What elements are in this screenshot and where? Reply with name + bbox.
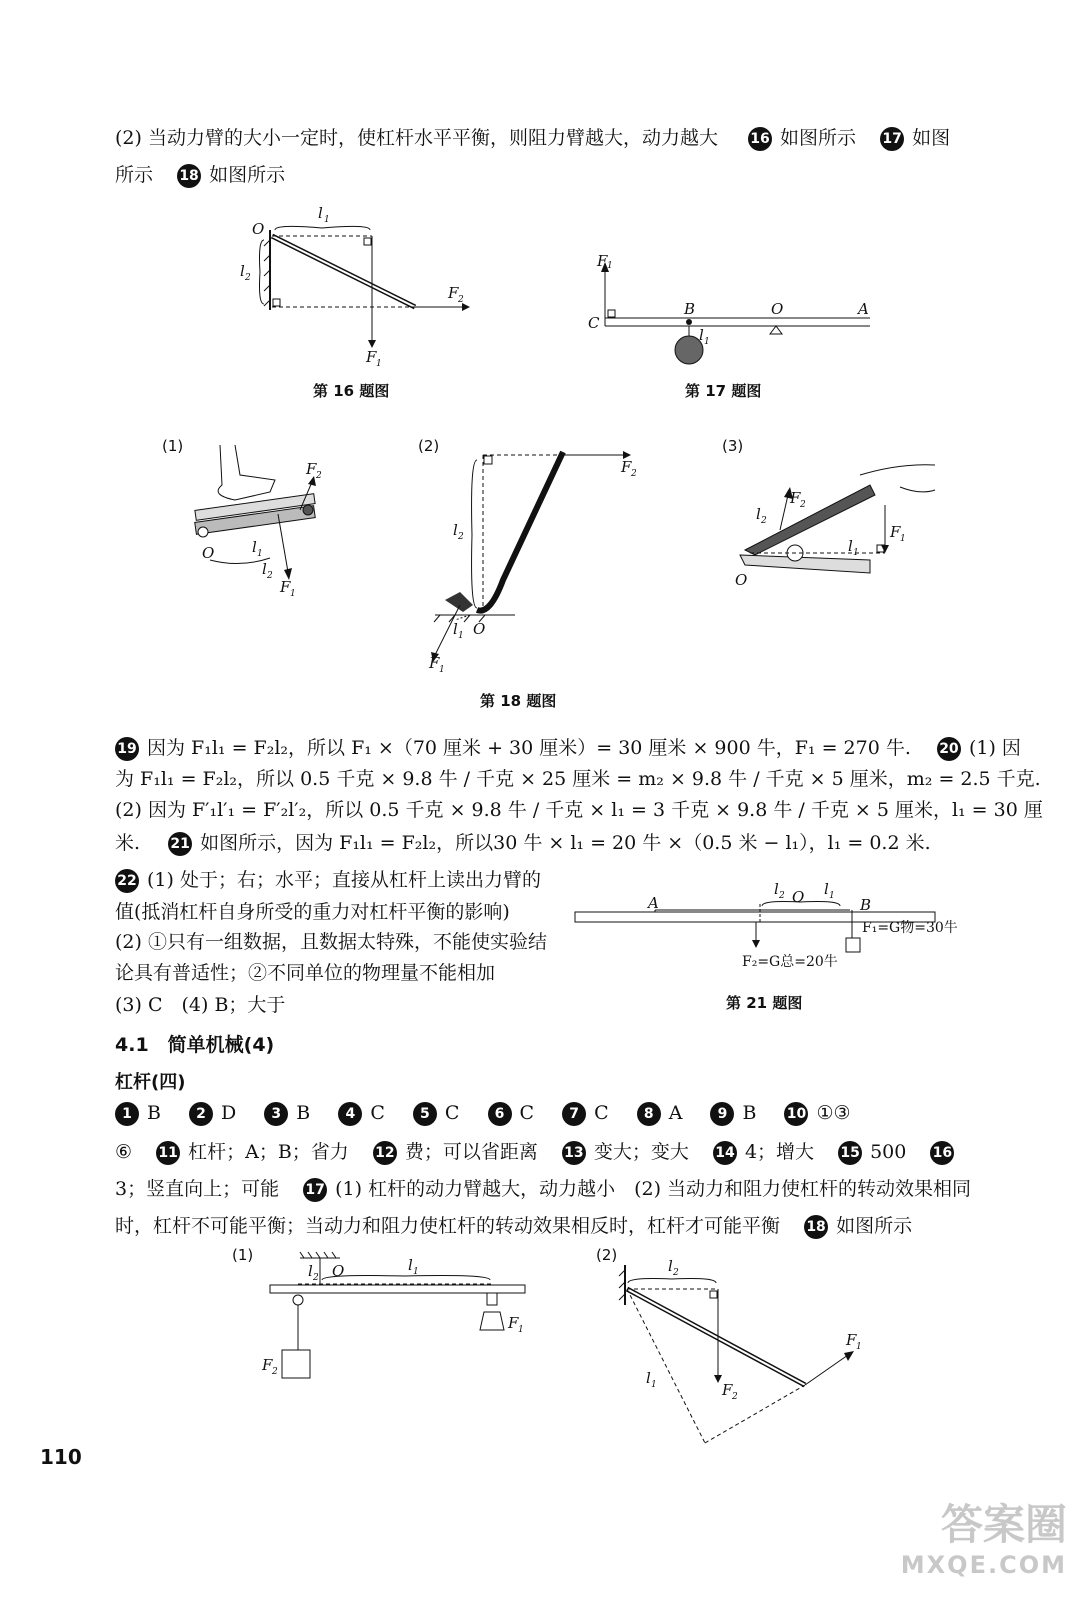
- question-number-badge: 22: [115, 869, 139, 893]
- figure-16-caption: 第 16 题图: [313, 382, 390, 400]
- question-number-badge: 12: [373, 1141, 397, 1165]
- svg-text:F₂=G总=20牛: F₂=G总=20牛: [742, 954, 838, 970]
- svg-text:1: 1: [900, 534, 906, 544]
- svg-text:1: 1: [413, 1267, 419, 1277]
- svg-text:l: l: [774, 880, 779, 898]
- mc-answer: 4 C: [338, 1102, 385, 1124]
- svg-text:1: 1: [458, 631, 464, 641]
- svg-text:B: B: [684, 300, 696, 318]
- svg-text:2: 2: [779, 891, 785, 901]
- answer-22-line-1: 22 (1) 处于；右；水平；直接从杠杆上读出力臂的: [115, 868, 541, 893]
- svg-text:l: l: [824, 880, 829, 898]
- figure-18-1-diagram: [180, 440, 340, 610]
- svg-text:2: 2: [313, 1273, 319, 1283]
- svg-text:F: F: [621, 458, 632, 476]
- figure-17-diagram: [585, 250, 885, 380]
- svg-text:2: 2: [761, 516, 767, 526]
- question-number-badge: 1: [115, 1102, 139, 1126]
- figure-16-diagram: [230, 200, 480, 370]
- mc-answer: 7 C: [562, 1102, 609, 1124]
- svg-text:1: 1: [518, 1325, 524, 1335]
- question-number-badge: 18: [177, 164, 201, 188]
- svg-text:O: O: [202, 544, 215, 562]
- mc-answer: 9 B: [710, 1102, 756, 1124]
- question-number-badge: 8: [637, 1102, 661, 1126]
- svg-text:F: F: [846, 1331, 857, 1349]
- question-number-badge: 15: [838, 1141, 862, 1165]
- svg-text:1: 1: [856, 1342, 862, 1352]
- svg-text:A: A: [858, 300, 869, 318]
- question-number-badge: 14: [713, 1141, 737, 1165]
- section-title: 4.1 简单机械(4): [115, 1034, 275, 1056]
- svg-text:1: 1: [607, 261, 613, 271]
- question-number-badge: 17: [880, 127, 904, 151]
- svg-text:A: A: [648, 894, 659, 912]
- svg-text:F: F: [429, 654, 440, 672]
- svg-text:O: O: [473, 620, 486, 638]
- question-number-badge: 11: [156, 1141, 180, 1165]
- mc-answer: 1 B: [115, 1102, 161, 1124]
- svg-text:l: l: [668, 1257, 673, 1275]
- figure-18-3-diagram: [730, 455, 950, 595]
- svg-text:l: l: [408, 1256, 413, 1274]
- svg-text:F: F: [262, 1356, 273, 1374]
- svg-text:F: F: [890, 523, 901, 541]
- svg-text:O: O: [771, 300, 784, 318]
- answer-20-line-2: 为 F₁l₁ = F₂l₂，所以 0.5 千克 × 9.8 牛 / 千克 × 25 厘米 = m₂ × 9.8 牛 / 千克 × 5 厘米，m₂ = 2.5 千克.: [115, 768, 1041, 790]
- svg-text:1: 1: [376, 359, 382, 369]
- answers-17-18: 时，杠杆不可能平衡；当动力和阻力使杠杆的转动效果相反时，杠杆才可能平衡 18 如图所示: [115, 1215, 913, 1237]
- answer-22-line-4: 论具有普适性；②不同单位的物理量不能相加: [115, 962, 496, 984]
- svg-text:l: l: [756, 505, 761, 523]
- question-number-badge: 7: [562, 1102, 586, 1126]
- answer-21: 米. 21 如图所示，因为 F₁l₁ = F₂l₂，所以30 牛 × l₁ = 20 牛 ×（0.5 米 − l₁），l₁ = 0.2 米.: [115, 832, 931, 854]
- mc-answer: 6 C: [488, 1102, 535, 1124]
- svg-text:2: 2: [732, 1392, 738, 1402]
- svg-text:l: l: [453, 620, 458, 638]
- svg-text:F: F: [280, 578, 291, 596]
- answer-20-line-3: (2) 因为 F′₁l′₁ = F′₂l′₂，所以 0.5 千克 × 9.8 牛 / 千克 × l₁ = 3 千克 × 9.8 牛 / 千克 × 5 厘米，l₁ = 30 厘: [115, 799, 1043, 821]
- figure-18b-2-diagram: [610, 1255, 870, 1455]
- svg-text:F₁=G物=30牛: F₁=G物=30牛: [862, 920, 958, 936]
- svg-text:2: 2: [673, 1268, 679, 1278]
- question-number-badge: 16: [748, 127, 772, 151]
- figure-18-2-diagram: [415, 440, 655, 680]
- question-number-badge: 3: [264, 1102, 288, 1126]
- mc-answer: 10 ①③: [784, 1102, 850, 1124]
- svg-text:C: C: [588, 314, 600, 332]
- svg-text:1: 1: [324, 215, 330, 225]
- figure-18-caption: 第 18 题图: [480, 692, 557, 710]
- svg-text:l: l: [848, 537, 853, 555]
- svg-text:O: O: [332, 1262, 345, 1280]
- svg-text:l: l: [308, 1262, 313, 1280]
- question-number-badge: 19: [115, 737, 139, 761]
- answer-22-line-3: (2) ①只有一组数据，且数据太特殊，不能使实验结: [115, 931, 547, 953]
- label-o: O: [252, 220, 265, 238]
- svg-text:1: 1: [439, 665, 445, 675]
- svg-text:2: 2: [245, 273, 251, 283]
- figure-21-diagram: [570, 880, 970, 980]
- svg-text:l: l: [453, 521, 458, 539]
- intro-line-2: 所示 18 如图所示: [115, 164, 286, 186]
- mc-answer: 8 A: [637, 1102, 683, 1124]
- svg-text:2: 2: [800, 500, 806, 510]
- svg-text:O: O: [735, 571, 748, 589]
- svg-text:F: F: [597, 252, 608, 270]
- question-number-badge: 6: [488, 1102, 512, 1126]
- svg-text:1: 1: [704, 337, 710, 347]
- svg-text:1: 1: [257, 549, 263, 559]
- multiple-choice-answers: [115, 1102, 851, 1126]
- figure-18b-1-diagram: [260, 1250, 540, 1400]
- section-subtitle: 杠杆(四): [115, 1072, 186, 1093]
- question-number-badge: 9: [710, 1102, 734, 1126]
- svg-text:l: l: [240, 262, 245, 280]
- svg-text:l: l: [262, 560, 267, 578]
- svg-text:2: 2: [458, 295, 464, 305]
- answers-11-16: ⑥ 11 杠杆；A；B；省力 12 费；可以省距离 13 变大；变大 14 4；增大 15 500 16: [115, 1140, 962, 1165]
- answers-16-17: 3；竖直向上；可能 17 (1) 杠杆的动力臂越大，动力越小 (2) 当动力和阻力使杠杆的转动效果相同: [115, 1178, 972, 1200]
- svg-text:F: F: [790, 489, 801, 507]
- svg-text:1: 1: [290, 589, 296, 599]
- question-number-badge: 18: [804, 1215, 828, 1239]
- svg-text:l: l: [252, 538, 257, 556]
- svg-text:2: 2: [272, 1367, 278, 1377]
- question-number-badge: 21: [168, 832, 192, 856]
- svg-text:F: F: [306, 460, 317, 478]
- svg-text:l: l: [699, 326, 704, 344]
- svg-text:2: 2: [267, 571, 273, 581]
- svg-text:2: 2: [458, 532, 464, 542]
- svg-text:F: F: [508, 1314, 519, 1332]
- answer-22-line-5: (3) C (4) B；大于: [115, 994, 286, 1016]
- svg-text:F: F: [722, 1381, 733, 1399]
- question-number-badge: 17: [303, 1178, 327, 1202]
- mc-answer: 3 B: [264, 1102, 310, 1124]
- intro-line-1: (2) 当动力臂的大小一定时，使杠杆水平平衡，则阻力臂越大，动力越大 16 如图所示 17 如图: [115, 127, 951, 149]
- page-number: 110: [40, 1445, 82, 1469]
- question-number-badge: 4: [338, 1102, 362, 1126]
- svg-text:l: l: [646, 1369, 651, 1387]
- svg-text:F: F: [448, 284, 459, 302]
- svg-text:2: 2: [631, 469, 637, 479]
- question-number-badge: 13: [562, 1141, 586, 1165]
- svg-text:F: F: [366, 348, 377, 366]
- svg-text:B: B: [860, 896, 872, 914]
- mc-answer: 5 C: [413, 1102, 460, 1124]
- svg-text:1: 1: [829, 891, 835, 901]
- question-number-badge: 10: [784, 1102, 808, 1126]
- answer-19: 19 因为 F₁l₁ = F₂l₂，所以 F₁ ×（70 厘米 + 30 厘米）= 30 厘米 × 900 牛，F₁ = 270 牛. 20 (1) 因: [115, 736, 1021, 761]
- svg-text:1: 1: [651, 1380, 657, 1390]
- question-number-badge: 20: [937, 737, 961, 761]
- svg-text:O: O: [792, 888, 805, 906]
- question-number-badge: 5: [413, 1102, 437, 1126]
- svg-text:2: 2: [316, 471, 322, 481]
- watermark-logo: 答案圈 MXQE.COM: [900, 1500, 1067, 1579]
- svg-text:1: 1: [853, 548, 859, 558]
- mc-answer: 2 D: [189, 1102, 236, 1124]
- answer-22-line-2: 值(抵消杠杆自身所受的重力对杠杆平衡的影响): [115, 901, 510, 923]
- question-number-badge: 16: [930, 1141, 954, 1165]
- question-number-badge: 2: [189, 1102, 213, 1126]
- figure-21-caption: 第 21 题图: [726, 994, 803, 1012]
- svg-text:l: l: [318, 204, 323, 222]
- figure-17-caption: 第 17 题图: [685, 382, 762, 400]
